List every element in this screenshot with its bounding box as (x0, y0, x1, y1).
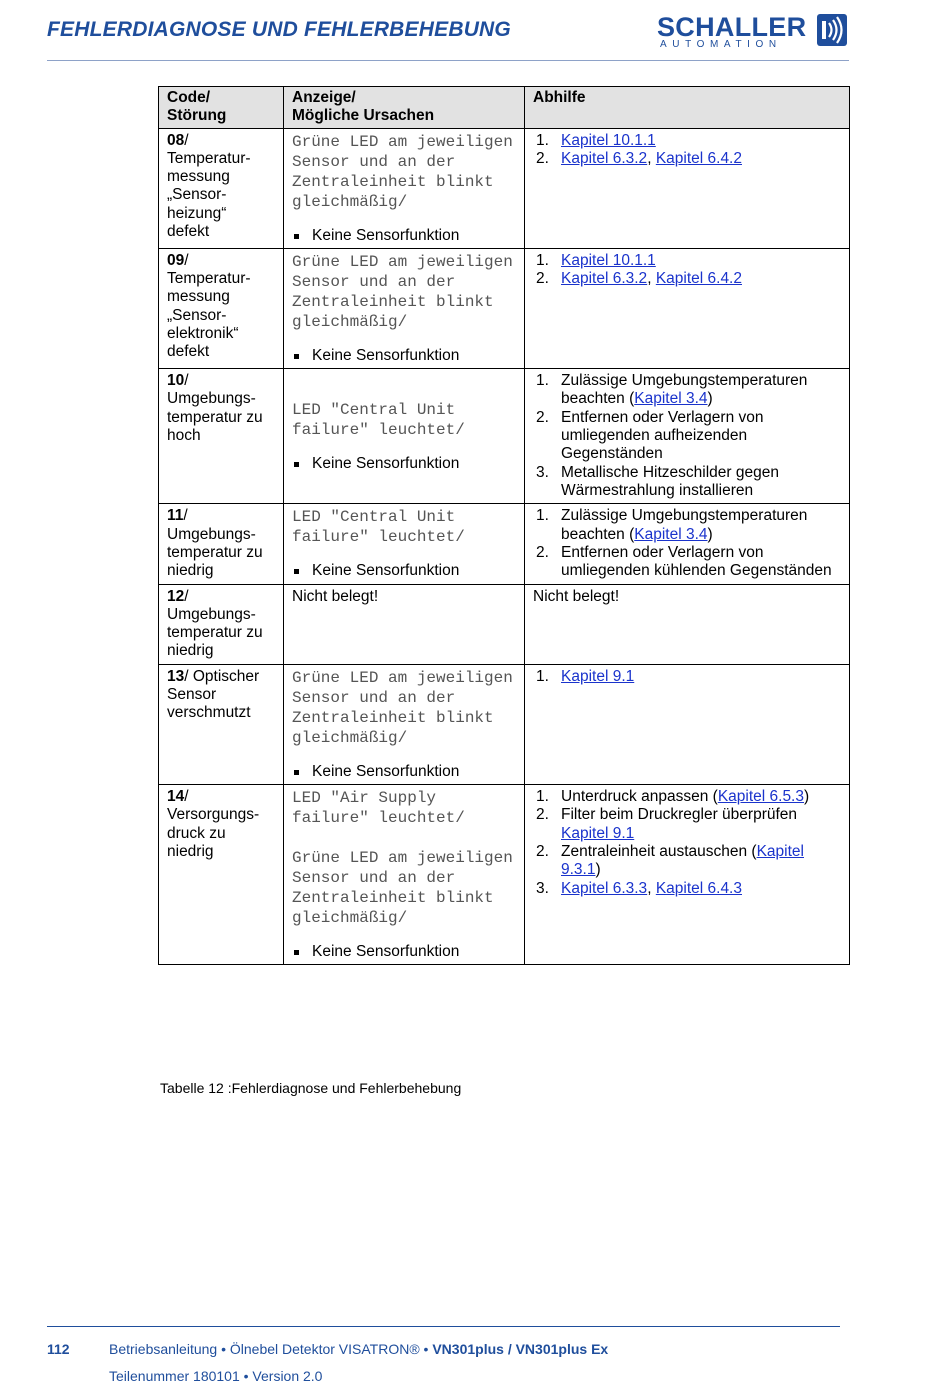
display-message: LED "Central Unit failure" leuchtet/ (292, 400, 465, 439)
code-cell: 14/ Versorgungs- druck zu niedrig (159, 785, 284, 965)
table-header-row (159, 87, 850, 129)
error-code: 08 (167, 131, 185, 149)
cause-cell (284, 504, 525, 584)
remedy-list (533, 252, 843, 289)
list-item: 2. Filter beim Druckregler überprüfen Kapitel 9.1 (536, 806, 798, 842)
table-row (159, 504, 850, 584)
fault-diagnosis-table (158, 86, 850, 965)
list-item: 1. Zulässige Umgebungstemperaturen beachten (Kapitel 3.4) (536, 372, 808, 408)
code-cell: 13/ Optischer Sensor verschmutzt (159, 664, 284, 784)
header-divider (47, 60, 849, 61)
list-item: 1. Kapitel 10.1.1 (536, 131, 656, 149)
remedy-cell (525, 128, 850, 248)
chapter-link[interactable]: Kapitel 9.1 (561, 667, 635, 685)
chapter-link[interactable]: Kapitel 6.4.2 (655, 270, 742, 288)
header-anzeige: Anzeige/ Mögliche Ursachen (284, 87, 525, 129)
remedy-cell (525, 504, 850, 584)
not-assigned-text: Nicht belegt! (533, 587, 620, 605)
list-item: 2. Kapitel 6.3.2, Kapitel 6.4.2 (536, 149, 742, 167)
remedy-list (533, 372, 843, 500)
chapter-link[interactable]: Kapitel 6.3.3 (561, 879, 648, 897)
chapter-link[interactable]: Kapitel 10.1.1 (561, 131, 656, 149)
remedy-cell (525, 584, 850, 664)
header-code: Code/ Störung (159, 87, 284, 129)
list-item: 1. Zulässige Umgebungstemperaturen beachten (Kapitel 3.4) (536, 507, 808, 543)
company-logo (657, 12, 849, 52)
chapter-link[interactable]: Kapitel 9.1 (561, 824, 635, 842)
chapter-link[interactable]: Kapitel 6.3.2 (561, 270, 648, 288)
chapter-link[interactable]: Kapitel 9.3.1 (561, 842, 804, 879)
header-abhilfe: Abhilfe (525, 87, 850, 129)
error-code: 10 (167, 372, 185, 390)
display-message: LED "Central Unit failure" leuchtet/ (292, 508, 465, 547)
code-cell: 08/ Temperatur- messung „Sensor- heizung“ defekt (159, 128, 284, 248)
chapter-link[interactable]: Kapitel 6.5.3 (717, 788, 804, 806)
display-message: LED "Air Supply failure" leuchtet/ (292, 789, 465, 828)
error-code: 09 (167, 251, 185, 269)
list-item: 2. Entfernen oder Verlagern von umliegenden aufheizenden Gegenständen (536, 408, 764, 463)
chapter-link[interactable]: Kapitel 3.4 (634, 525, 708, 543)
table-row (159, 584, 850, 664)
list-item: 3. Kapitel 6.3.3, Kapitel 6.4.3 (536, 879, 742, 897)
table-row (159, 785, 850, 965)
remedy-cell (525, 664, 850, 784)
code-cell: 09/ Temperatur- messung „Sensor- elektronik“ defekt (159, 248, 284, 368)
list-item: 2. Zentraleinheit austauschen (Kapitel 9.3.1) (536, 842, 804, 879)
cause-bullet: Keine Sensorfunktion (292, 562, 518, 580)
cause-cell (284, 128, 525, 248)
cause-cell (284, 664, 525, 784)
cause-bullet: Keine Sensorfunktion (292, 763, 518, 781)
chapter-link[interactable]: Kapitel 6.4.2 (655, 149, 742, 167)
list-item: 2. Entfernen oder Verlagern von umliegenden kühlenden Gegenständen (536, 543, 832, 580)
page-number: 112 (47, 1341, 70, 1357)
list-item: 1. Kapitel 9.1 (536, 667, 635, 685)
display-message: Grüne LED am jeweiligen Sensor und an der Zentraleinheit blinkt gleichmäßig/ (292, 252, 513, 331)
cause-cell (284, 369, 525, 504)
remedy-list (533, 507, 843, 580)
footer-divider (47, 1326, 840, 1327)
logo-wordmark: SCHALLER (657, 12, 807, 42)
cause-cell (284, 248, 525, 368)
error-code: 11 (167, 507, 184, 525)
remedy-list (533, 788, 843, 898)
page-header-title: FEHLERDIAGNOSE UND FEHLERBEHEBUNG (47, 18, 511, 41)
error-code: 14 (167, 788, 185, 806)
table-row (159, 128, 850, 248)
remedy-cell (525, 248, 850, 368)
error-code: 13 (167, 667, 185, 685)
table-row (159, 369, 850, 504)
remedy-list (533, 132, 843, 169)
remedy-cell (525, 785, 850, 965)
list-item: 3. Metallische Hitzeschilder gegen Wärmestrahlung installieren (536, 463, 779, 499)
list-item: 1. Kapitel 10.1.1 (536, 251, 656, 269)
remedy-list (533, 668, 843, 686)
chapter-link[interactable]: Kapitel 10.1.1 (561, 251, 656, 269)
code-cell: 10/ Umgebungs- temperatur zu hoch (159, 369, 284, 504)
table-row (159, 664, 850, 784)
not-assigned-text: Nicht belegt! (292, 587, 379, 605)
footer-document-title: Betriebsanleitung • Ölnebel Detektor VISATRON® • VN301plus / VN301plus Ex (109, 1341, 609, 1357)
footer-part-number: Teilenummer 180101 • Version 2.0 (109, 1368, 323, 1384)
list-item: 1. Unterdruck anpassen (Kapitel 6.5.3) (536, 788, 810, 806)
cause-cell (284, 584, 525, 664)
cause-bullet: Keine Sensorfunktion (292, 227, 518, 245)
list-item: 2. Kapitel 6.3.2, Kapitel 6.4.2 (536, 270, 742, 288)
chapter-link[interactable]: Kapitel 6.3.2 (561, 149, 648, 167)
error-code: 12 (167, 587, 185, 605)
chapter-link[interactable]: Kapitel 6.4.3 (655, 879, 742, 897)
display-message: Grüne LED am jeweiligen Sensor und an der Zentraleinheit blinkt gleichmäßig/ (292, 668, 513, 747)
logo-signal-icon (817, 14, 847, 46)
remedy-cell (525, 369, 850, 504)
logo-subtitle: AUTOMATION (660, 39, 782, 50)
chapter-link[interactable]: Kapitel 3.4 (634, 390, 708, 408)
cause-bullet: Keine Sensorfunktion (292, 455, 518, 473)
cause-bullet: Keine Sensorfunktion (292, 347, 518, 365)
cause-cell (284, 785, 525, 965)
display-message: Grüne LED am jeweiligen Sensor und an der Zentraleinheit blinkt gleichmäßig/ (292, 849, 513, 928)
code-cell: 11/ Umgebungs- temperatur zu niedrig (159, 504, 284, 584)
table-caption: Tabelle 12 :Fehlerdiagnose und Fehlerbehebung (160, 1080, 462, 1096)
table-row (159, 248, 850, 368)
cause-bullet: Keine Sensorfunktion (292, 943, 518, 961)
code-cell: 12/ Umgebungs- temperatur zu niedrig (159, 584, 284, 664)
display-message: Grüne LED am jeweiligen Sensor und an der Zentraleinheit blinkt gleichmäßig/ (292, 132, 513, 211)
